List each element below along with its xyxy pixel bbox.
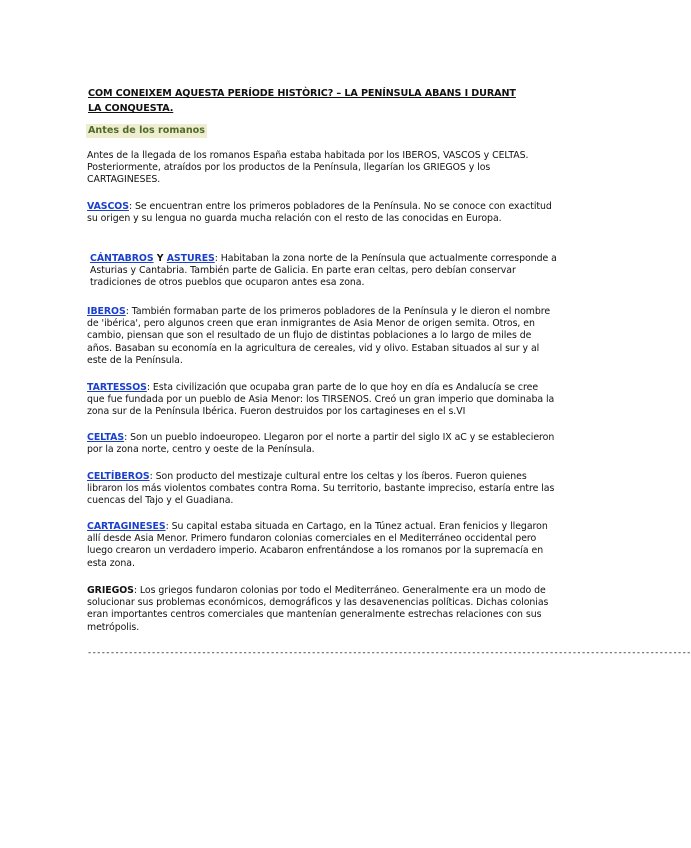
document-title: COM CONEIXEM AQUESTA PERÍODE HISTÒRIC? – LA PENÍNSULA ABANS I DURANT LA CONQUESTA. <box>88 88 516 114</box>
section-heading: Antes de los romanos <box>88 125 205 136</box>
intro-paragraph: Antes de la llegada de los romanos España estaba habitada por los IBEROS, VASCOS y CELTAS. Posteriormente, atraídos por los productos de la Península, llegarían los GRIEGOS y los CARTAGINESES. <box>87 150 529 186</box>
paragraph-tartessos <box>87 382 557 419</box>
link-cantabros[interactable]: CÁNTABROS <box>90 253 154 264</box>
text-iberos: : También formaban parte de los primeros pobladores de la Península y le dieron el nombre de 'ibérica', pero algunos creen que eran inmigrantes de Asia Menor de origen semita. Otros, en cambio, piensan que son el resultado de un flujo de distintas poblaciones a lo largo de miles de años. Basaban su economía en la agricultura de cereales, vid y olivo. Estaban situados al sur y al este de la Península. <box>87 306 551 366</box>
text-cantabros: : Habitaban la zona norte de la Península que actualmente corresponde a Asturias y Cantabria. También parte de Galicia. En parte eran celtas, pero debían conservar tradiciones de otros pueblos que ocuparon antes esa zona. <box>90 253 557 289</box>
link-celtas[interactable]: CELTAS <box>87 432 125 443</box>
paragraph-cartagineses <box>87 521 557 570</box>
paragraph-celtas <box>87 432 557 456</box>
paragraph-cantabros <box>87 253 560 290</box>
text-celtas: : Son un pueblo indoeuropeo. Llegaron por el norte a partir del siglo IX aC y se establecieron por la zona norte, centro y oeste de la Península. <box>87 432 555 456</box>
link-vascos[interactable]: VASCOS <box>87 201 129 212</box>
paragraph-iberos <box>87 306 557 367</box>
dashed-divider: ------------------------------------------------------------------------------------------------------------------------------------ <box>87 648 691 658</box>
link-tartessos[interactable]: TARTESSOS <box>87 382 147 393</box>
paragraph-celtiberos <box>87 471 557 508</box>
text-celtiberos: : Son producto del mestizaje cultural entre los celtas y los íberos. Fueron quienes libraron los más violentos combates contra Roma. Su territorio, bastante impreciso, estaría entre las cuencas del Tajo y el Guadiana. <box>87 471 555 507</box>
text-griegos: : Los griegos fundaron colonias por todo el Mediterráneo. Generalmente era un modo de solucionar sus problemas económicos, demográficos y las desavenencias políticas. Dichas colonias eran importantes centros comerciales que mantenían generalmente estrechas relaciones con sus metrópolis. <box>87 585 549 633</box>
link-astures[interactable]: ASTURES <box>166 253 215 264</box>
link-celtiberos[interactable]: CELTÍBEROS <box>87 471 150 482</box>
term-griegos: GRIEGOS <box>87 585 134 596</box>
paragraph-vascos <box>87 201 557 225</box>
conjunction-y: Y <box>153 253 167 264</box>
paragraph-griegos <box>87 585 557 634</box>
link-cartagineses[interactable]: CARTAGINESES <box>87 521 166 532</box>
link-iberos[interactable]: IBEROS <box>87 306 126 317</box>
text-vascos: : Se encuentran entre los primeros pobladores de la Península. No se conoce con exactitud su origen y su lengua no guarda mucha relación con el resto de las conocidas en Europa. <box>87 201 552 225</box>
text-tartessos: : Esta civilización que ocupaba gran parte de lo que hoy en día es Andalucía se cree que fue fundada por un pueblo de Asia Menor: los TIRSENOS. Creó un gran imperio que dominaba la zona sur de la Península Ibérica. Fueron destruidos por los cartagineses en el s.VI <box>87 382 555 418</box>
text-cartagineses: : Su capital estaba situada en Cartago, en la Túnez actual. Eran fenicios y llegaron allí desde Asia Menor. Primero fundaron colonias comerciales en el Mediterráneo occidental pero luego crearon un verdadero imperio. Acabaron enfrentándose a los romanos por la supremacía en esta zona. <box>87 521 548 569</box>
